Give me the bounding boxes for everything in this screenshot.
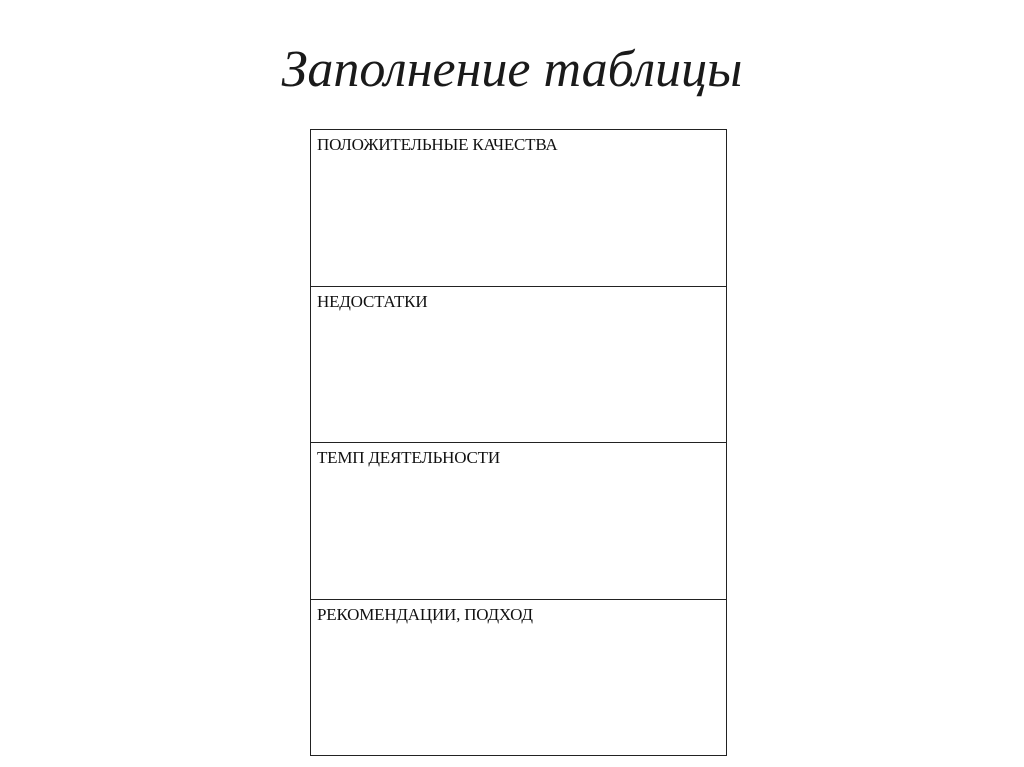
row-label-recommendations: РЕКОМЕНДАЦИИ, ПОДХОД — [317, 604, 533, 624]
table-row-activity-pace — [311, 443, 726, 600]
row-label-shortcomings: НЕДОСТАТКИ — [317, 291, 428, 311]
form-table — [310, 129, 727, 756]
table-row-shortcomings — [311, 287, 726, 444]
row-label-activity-pace: ТЕМП ДЕЯТЕЛЬНОСТИ — [317, 448, 500, 467]
table-row-positive-qualities — [311, 130, 726, 287]
table-row-recommendations — [311, 600, 726, 756]
slide-title: Заполнение таблицы — [281, 41, 743, 98]
row-label-positive-qualities: ПОЛОЖИТЕЛЬНЫЕ КАЧЕСТВА — [317, 135, 558, 154]
